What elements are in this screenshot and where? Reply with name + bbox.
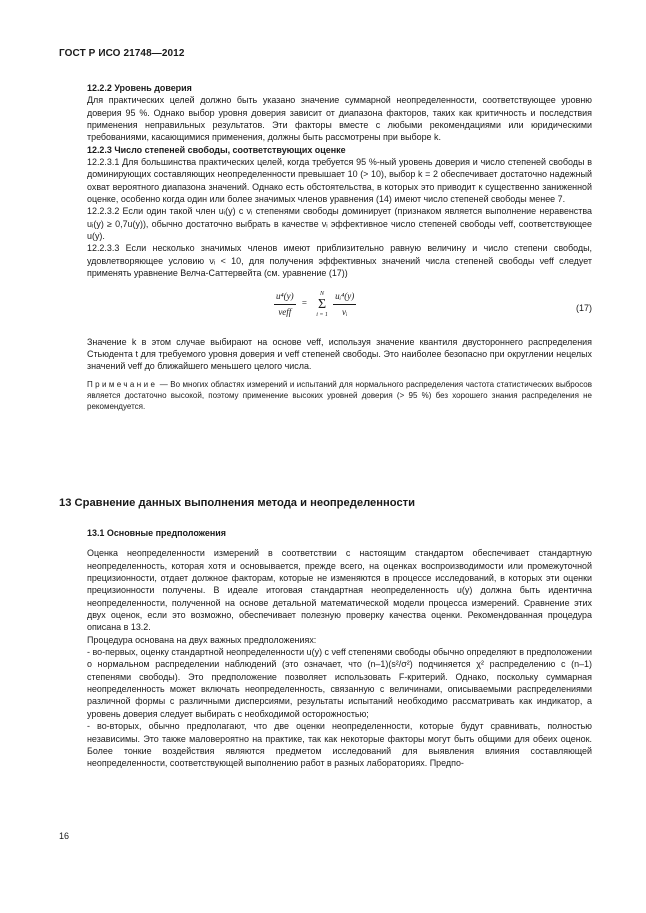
paragraph-12-2-2: Для практических целей должно быть указано значение суммарной неопределенности, соответствующее уровню доверия 95 %. Однако выбор уровня доверия зависит от диапазона факторов, таких как критичность и последствия применения неправильных результатов. Эти факторы вместе с любыми рекомендациями или юридическими требованиями, касающимися применения, должны быть рассмотрены при выборе k. xyxy=(87,95,592,143)
paragraph-13-1-assumptions: Процедура основана на двух важных предположениях: xyxy=(87,634,317,645)
section-12-2 xyxy=(87,80,592,412)
note-text: — Во многих областях измерений и испытаний для нормального распределения частота статистических выбросов является достаточно высокой, поэтому применение высоких уровней доверия (> 95 %) без хорошего знания распределения не рекомендуется. xyxy=(87,379,592,411)
lhs-fraction xyxy=(274,290,296,318)
equals-sign: = xyxy=(301,298,307,309)
rhs-denominator: νᵢ xyxy=(341,306,348,317)
heading-12-2-2: 12.2.2 Уровень доверия xyxy=(87,83,192,93)
lhs-numerator: u⁴(y) xyxy=(274,290,296,304)
welch-satterthwaite-formula xyxy=(274,290,356,319)
page-number: 16 xyxy=(59,831,70,841)
paragraph-12-2-3-1: 12.2.3.1 Для большинства практических целей, когда требуется 95 %-ный уровень доверия и число степеней свободы в доминирующих составляющих неопределенности превышает 10 (> 10), выбор k = 2 обеспечивает достаточно надежный охват вероятного диапазона значений. Однако есть обстоятельства, в которых это приводит к существенно заниженной оценке, особенно когда один или более значимых членов уравнения (14) имеют число степеней свободы менее 7. xyxy=(87,157,592,205)
note xyxy=(87,379,592,412)
rhs-numerator: uᵢ⁴(y) xyxy=(333,290,356,304)
paragraph-13-1-first: - во-первых, оценку стандартной неопределенности u(y) с νeff степенями свободы обычно определяют в предположении о нормальном распределении наблюдений (это означает, что (n–1)(s²/σ²) подчиняется χ² распределению с (n–1) степенями свободы). Это предположение позволяет использовать F-критерий. Однако, поскольку суммарная неопределенность может включать неопределенность, связанную с величинами, описываемыми распределениями различной формы с различными дисперсиями, результаты испытаний необходимо рассматривать как индикатор, а уровень доверия следует выбирать с необходимой осторожностью; xyxy=(87,647,592,719)
sum-lower-limit: i = 1 xyxy=(316,311,328,318)
lhs-denominator: νeff xyxy=(278,306,292,317)
rhs-fraction xyxy=(333,290,356,318)
paragraph-12-2-3-3: 12.2.3.3 Если несколько значимых членов имеют приблизительно равную величину и число степени свободы, удовлетворяющее условию νᵢ < 10, для получения эффективных значений числа степеней свободы νeff следует применять уравнение Велча-Саттервейта (см. уравнение (17)) xyxy=(87,243,592,279)
paragraph-13-1-second: - во-вторых, обычно предполагают, что две оценки неопределенности, которые будут сравнивать, полностью независимы. Это также маловероятно на практике, так как некоторые факторы могут быть общими для обеих оценок. Более тонкие воздействия являются предметом исследований для выявления влияния составляющей неопределенности, соответствующей выполнению работ в разных лабораториях. Предпо- xyxy=(87,721,592,769)
heading-13-1: 13.1 Основные предположения xyxy=(87,528,226,538)
equation-17 xyxy=(87,288,592,330)
sum-operator xyxy=(316,290,328,319)
equation-number: (17) xyxy=(575,302,592,313)
heading-section-13: 13 Сравнение данных выполнения метода и неопределенности xyxy=(59,497,416,509)
paragraph-13-1-intro: Оценка неопределенности измерений в соответствии с настоящим стандартом обеспечивает стандартную неопределенность, которая хотя и основывается, прежде всего, на оценках воспроизводимости или промежуточной прецизионности, отдает должное факторам, которые не изменяются в процессе исследований, в которых эти оценки прецизионности получены. В идеале итоговая стандартная неопределенность u(y) должна быть идентична неопределенности, полученной на основе детальной математической модели процесса измерений. Сравнение этих двух оценок, если это возможно, обеспечивает полезную проверку качества оценки. Рекомендованная процедура описана в 13.2. xyxy=(87,548,592,633)
sigma-icon: Σ xyxy=(317,296,327,312)
paragraph-k-choice: Значение k в этом случае выбирают на основе νeff, используя значение квантиля двустороннего распределения Стьюдента t для требуемого уровня доверия и νeff степеней свободы. Это наиболее безопасно при округлении нецелых значений νeff до ближайшего меньшего целого числа. xyxy=(87,336,592,372)
paragraph-12-2-3-2: 12.2.3.2 Если один такой член uᵢ(y) с νᵢ степенями свободы доминирует (признаком является выполнение неравенства uᵢ(y) ≥ 0,7u(y)), обычно достаточно выбрать в качестве νᵢ эффективное число степеней свободы νeff, соответствующее u(y). xyxy=(87,206,592,242)
heading-12-2-3: 12.2.3 Число степеней свободы, соответствующих оценке xyxy=(87,144,346,155)
document-header: ГОСТ Р ИСО 21748—2012 xyxy=(59,48,185,59)
note-label: Примечание xyxy=(87,379,158,389)
section-13-1 xyxy=(87,527,592,770)
sum-upper-limit: N xyxy=(320,290,325,297)
